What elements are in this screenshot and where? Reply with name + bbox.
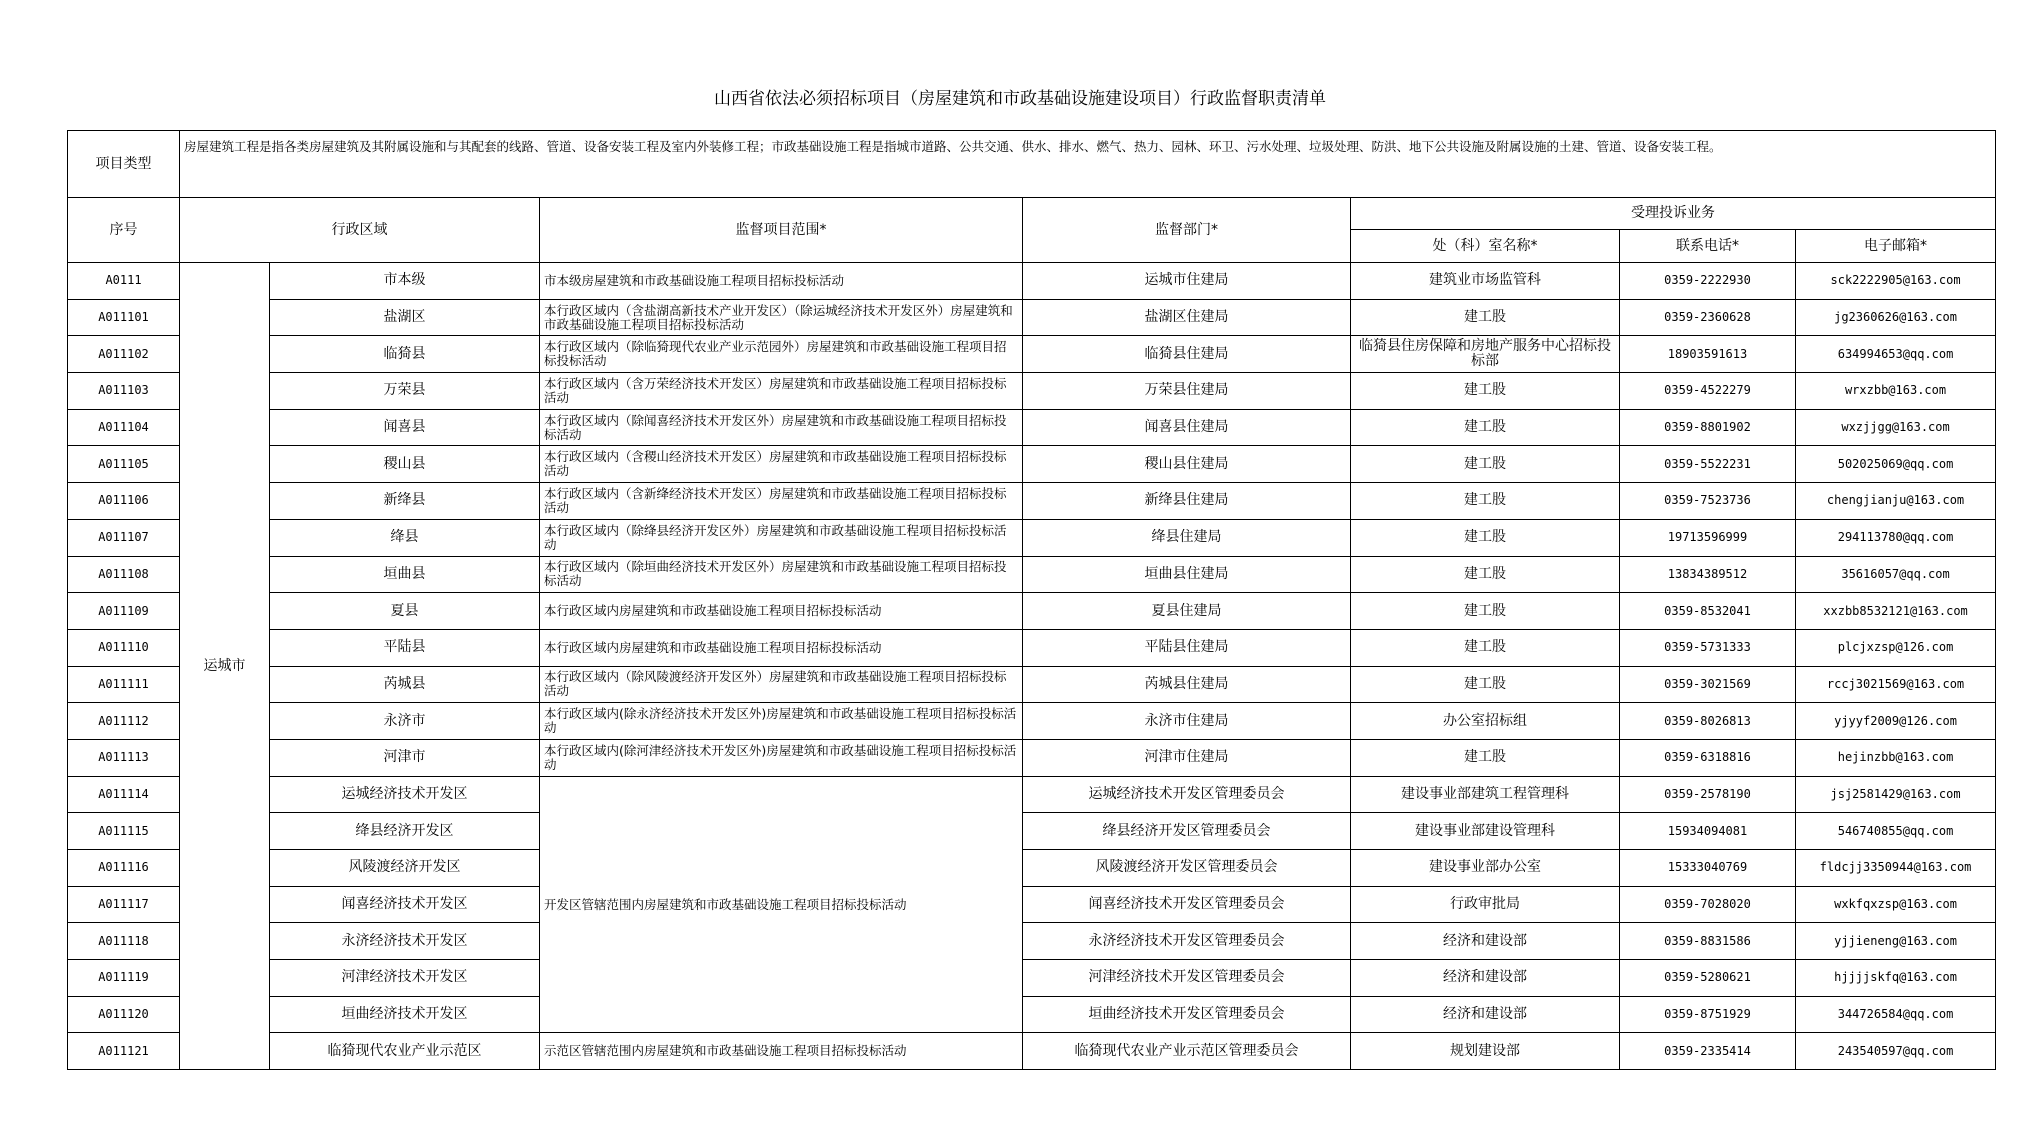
- header-region: 行政区域: [180, 198, 540, 263]
- row-office: 经济和建设部: [1351, 923, 1620, 960]
- row-id: A011103: [68, 373, 180, 410]
- table-row: [68, 960, 1996, 997]
- row-phone: 19713596999: [1620, 519, 1796, 556]
- row-email: 35616057@qq.com: [1796, 556, 1996, 593]
- page-title: 山西省依法必须招标项目（房屋建筑和市政基础设施建设项目）行政监督职责清单: [714, 89, 1326, 109]
- dev-zone-scope: 开发区管辖范围内房屋建筑和市政基础设施工程项目招标投标活动: [540, 776, 1023, 1033]
- table-row: [68, 886, 1996, 923]
- row-district: 稷山县: [270, 446, 540, 483]
- row-scope: 本行政区域内（除临猗现代农业产业示范园外）房屋建筑和市政基础设施工程项目招标投标活动: [540, 336, 1023, 373]
- table-row: [68, 996, 1996, 1033]
- row-phone: 18903591613: [1620, 336, 1796, 373]
- row-scope: 本行政区域内(除永济经济技术开发区外)房屋建筑和市政基础设施工程项目招标投标活动: [540, 703, 1023, 740]
- row-scope: 本行政区域内（除垣曲经济技术开发区外）房屋建筑和市政基础设施工程项目招标投标活动: [540, 556, 1023, 593]
- row-district: 垣曲县: [270, 556, 540, 593]
- table-row: [68, 593, 1996, 630]
- row-phone: 0359-3021569: [1620, 666, 1796, 703]
- row-dept: 闻喜经济技术开发区管理委员会: [1023, 886, 1351, 923]
- row-dept: 夏县住建局: [1023, 593, 1351, 630]
- row-dept: 稷山县住建局: [1023, 446, 1351, 483]
- row-dept: 盐湖区住建局: [1023, 299, 1351, 336]
- row-email: jg2360626@163.com: [1796, 299, 1996, 336]
- row-district: 运城经济技术开发区: [270, 776, 540, 813]
- table-row: [68, 299, 1996, 336]
- row-district: 闻喜经济技术开发区: [270, 886, 540, 923]
- row-district: 盐湖区: [270, 299, 540, 336]
- row-scope: 本行政区域内（含盐湖高新技术产业开发区）（除运城经济技术开发区外）房屋建筑和市政基础设施工程项目招标投标活动: [540, 299, 1023, 336]
- table-row: [68, 446, 1996, 483]
- row-phone: 0359-7523736: [1620, 483, 1796, 520]
- row-dept: 垣曲经济技术开发区管理委员会: [1023, 996, 1351, 1033]
- row-district: 永济市: [270, 703, 540, 740]
- header-seq: 序号: [68, 198, 180, 263]
- row-office: 建设事业部办公室: [1351, 850, 1620, 887]
- row-email: hejinzbb@163.com: [1796, 739, 1996, 776]
- row-phone: 0359-2578190: [1620, 776, 1796, 813]
- row-id: A011108: [68, 556, 180, 593]
- row-email: wxzjjgg@163.com: [1796, 409, 1996, 446]
- row-dept: 垣曲县住建局: [1023, 556, 1351, 593]
- row-office: 建工股: [1351, 373, 1620, 410]
- row-office: 建工股: [1351, 446, 1620, 483]
- row-id: A011112: [68, 703, 180, 740]
- row-scope: 本行政区域内（除风陵渡经济开发区外）房屋建筑和市政基础设施工程项目招标投标活动: [540, 666, 1023, 703]
- row-phone: 0359-2335414: [1620, 1033, 1796, 1070]
- table-row: [68, 263, 1996, 300]
- table-row: [68, 850, 1996, 887]
- row-phone: 0359-5280621: [1620, 960, 1796, 997]
- row-id: A011114: [68, 776, 180, 813]
- city-cell: 运城市: [180, 263, 270, 1070]
- row-id: A011105: [68, 446, 180, 483]
- row-phone: 0359-8801902: [1620, 409, 1796, 446]
- row-scope: 本行政区域内（除绛县经济开发区外）房屋建筑和市政基础设施工程项目招标投标活动: [540, 519, 1023, 556]
- row-phone: 0359-7028020: [1620, 886, 1796, 923]
- row-email: hjjjjskfq@163.com: [1796, 960, 1996, 997]
- row-office: 建工股: [1351, 299, 1620, 336]
- row-email: 294113780@qq.com: [1796, 519, 1996, 556]
- row-id: A011101: [68, 299, 180, 336]
- row-dept: 永济市住建局: [1023, 703, 1351, 740]
- table-row: [68, 556, 1996, 593]
- row-email: 243540597@qq.com: [1796, 1033, 1996, 1070]
- row-district: 垣曲经济技术开发区: [270, 996, 540, 1033]
- row-phone: 0359-6318816: [1620, 739, 1796, 776]
- row-dept: 万荣县住建局: [1023, 373, 1351, 410]
- row-id: A011107: [68, 519, 180, 556]
- row-id: A011110: [68, 629, 180, 666]
- row-phone: 0359-8532041: [1620, 593, 1796, 630]
- row-office: 规划建设部: [1351, 1033, 1620, 1070]
- row-district: 河津经济技术开发区: [270, 960, 540, 997]
- row-id: A0111: [68, 263, 180, 300]
- row-email: yjyyf2009@126.com: [1796, 703, 1996, 740]
- row-id: A011111: [68, 666, 180, 703]
- row-office: 临猗县住房保障和房地产服务中心招标投标部: [1351, 336, 1620, 373]
- table-row: [68, 336, 1996, 373]
- project-type-label: 项目类型: [68, 131, 180, 198]
- row-office: 建工股: [1351, 483, 1620, 520]
- row-office: 经济和建设部: [1351, 960, 1620, 997]
- row-dept: 绛县经济开发区管理委员会: [1023, 813, 1351, 850]
- row-email: yjjieneng@163.com: [1796, 923, 1996, 960]
- row-phone: 15934094081: [1620, 813, 1796, 850]
- row-district: 新绛县: [270, 483, 540, 520]
- row-phone: 15333040769: [1620, 850, 1796, 887]
- row-office: 经济和建设部: [1351, 996, 1620, 1033]
- row-dept: 运城经济技术开发区管理委员会: [1023, 776, 1351, 813]
- header-email: 电子邮箱*: [1796, 230, 1996, 263]
- row-office: 建工股: [1351, 556, 1620, 593]
- row-id: A011121: [68, 1033, 180, 1070]
- row-id: A011115: [68, 813, 180, 850]
- row-dept: 风陵渡经济开发区管理委员会: [1023, 850, 1351, 887]
- project-type-row: [68, 131, 1996, 198]
- row-office: 建工股: [1351, 519, 1620, 556]
- row-email: 546740855@qq.com: [1796, 813, 1996, 850]
- row-dept: 芮城县住建局: [1023, 666, 1351, 703]
- row-scope: 本行政区域内（除闻喜经济技术开发区外）房屋建筑和市政基础设施工程项目招标投标活动: [540, 409, 1023, 446]
- row-office: 建工股: [1351, 739, 1620, 776]
- row-email: 344726584@qq.com: [1796, 996, 1996, 1033]
- row-district: 永济经济技术开发区: [270, 923, 540, 960]
- row-office: 建工股: [1351, 409, 1620, 446]
- header-row-1: [68, 198, 1996, 230]
- row-id: A011106: [68, 483, 180, 520]
- row-phone: 0359-2222930: [1620, 263, 1796, 300]
- row-office: 行政审批局: [1351, 886, 1620, 923]
- row-phone: 0359-5522231: [1620, 446, 1796, 483]
- row-district: 风陵渡经济开发区: [270, 850, 540, 887]
- row-email: rccj3021569@163.com: [1796, 666, 1996, 703]
- row-id: A011118: [68, 923, 180, 960]
- row-dept: 临猗县住建局: [1023, 336, 1351, 373]
- row-district: 绛县: [270, 519, 540, 556]
- row-email: wrxzbb@163.com: [1796, 373, 1996, 410]
- row-email: chengjianju@163.com: [1796, 483, 1996, 520]
- row-id: A011117: [68, 886, 180, 923]
- header-phone: 联系电话*: [1620, 230, 1796, 263]
- row-scope: 本行政区域内房屋建筑和市政基础设施工程项目招标投标活动: [540, 593, 1023, 630]
- table-row: [68, 776, 1996, 813]
- project-type-description: 房屋建筑工程是指各类房屋建筑及其附属设施和与其配套的线路、管道、设备安装工程及室内外装修工程；市政基础设施工程是指城市道路、公共交通、供水、排水、燃气、热力、园林、环卫、污水处理、垃圾处理、防洪、地下公共设施及附属设施的土建、管道、设备安装工程。: [180, 131, 1996, 198]
- row-id: A011120: [68, 996, 180, 1033]
- row-id: A011102: [68, 336, 180, 373]
- row-district: 闻喜县: [270, 409, 540, 446]
- row-id: A011104: [68, 409, 180, 446]
- row-dept: 平陆县住建局: [1023, 629, 1351, 666]
- row-dept: 运城市住建局: [1023, 263, 1351, 300]
- row-office: 建筑业市场监管科: [1351, 263, 1620, 300]
- row-scope: 本行政区域内（含新绛经济技术开发区）房屋建筑和市政基础设施工程项目招标投标活动: [540, 483, 1023, 520]
- row-dept: 临猗现代农业产业示范区管理委员会: [1023, 1033, 1351, 1070]
- row-phone: 0359-8831586: [1620, 923, 1796, 960]
- table-row: [68, 739, 1996, 776]
- table-row: [68, 373, 1996, 410]
- row-phone: 13834389512: [1620, 556, 1796, 593]
- table-row: [68, 483, 1996, 520]
- row-email: xxzbb8532121@163.com: [1796, 593, 1996, 630]
- row-email: wxkfqxzsp@163.com: [1796, 886, 1996, 923]
- row-phone: 0359-4522279: [1620, 373, 1796, 410]
- row-district: 夏县: [270, 593, 540, 630]
- row-dept: 闻喜县住建局: [1023, 409, 1351, 446]
- row-office: 建设事业部建设管理科: [1351, 813, 1620, 850]
- row-dept: 新绛县住建局: [1023, 483, 1351, 520]
- row-scope: 本行政区域内房屋建筑和市政基础设施工程项目招标投标活动: [540, 629, 1023, 666]
- row-scope: 本行政区域内（含万荣经济技术开发区）房屋建筑和市政基础设施工程项目招标投标活动: [540, 373, 1023, 410]
- table-row: [68, 923, 1996, 960]
- row-office: 建工股: [1351, 666, 1620, 703]
- table-row: [68, 519, 1996, 556]
- row-scope: 市本级房屋建筑和市政基础设施工程项目招标投标活动: [540, 263, 1023, 300]
- row-phone: 0359-8751929: [1620, 996, 1796, 1033]
- row-office: 建设事业部建筑工程管理科: [1351, 776, 1620, 813]
- supervision-table: [67, 130, 1996, 1070]
- row-district: 市本级: [270, 263, 540, 300]
- row-district: 临猗县: [270, 336, 540, 373]
- row-district: 芮城县: [270, 666, 540, 703]
- table-row: [68, 813, 1996, 850]
- row-email: plcjxzsp@126.com: [1796, 629, 1996, 666]
- header-dept: 监督部门*: [1023, 198, 1351, 263]
- table-row: [68, 629, 1996, 666]
- row-district: 万荣县: [270, 373, 540, 410]
- table-row: [68, 409, 1996, 446]
- row-district: 临猗现代农业产业示范区: [270, 1033, 540, 1070]
- row-phone: 0359-8026813: [1620, 703, 1796, 740]
- row-scope: 本行政区域内（含稷山经济技术开发区）房屋建筑和市政基础设施工程项目招标投标活动: [540, 446, 1023, 483]
- header-office: 处（科）室名称*: [1351, 230, 1620, 263]
- table-row: [68, 1033, 1996, 1070]
- row-phone: 0359-2360628: [1620, 299, 1796, 336]
- row-dept: 永济经济技术开发区管理委员会: [1023, 923, 1351, 960]
- header-complaint: 受理投诉业务: [1351, 198, 1996, 230]
- row-email: 634994653@qq.com: [1796, 336, 1996, 373]
- row-dept: 河津经济技术开发区管理委员会: [1023, 960, 1351, 997]
- header-scope: 监督项目范围*: [540, 198, 1023, 263]
- row-district: 河津市: [270, 739, 540, 776]
- row-scope: 示范区管辖范围内房屋建筑和市政基础设施工程项目招标投标活动: [540, 1033, 1023, 1070]
- row-district: 绛县经济开发区: [270, 813, 540, 850]
- row-dept: 河津市住建局: [1023, 739, 1351, 776]
- row-district: 平陆县: [270, 629, 540, 666]
- row-office: 办公室招标组: [1351, 703, 1620, 740]
- row-id: A011113: [68, 739, 180, 776]
- row-email: 502025069@qq.com: [1796, 446, 1996, 483]
- row-office: 建工股: [1351, 593, 1620, 630]
- row-dept: 绛县住建局: [1023, 519, 1351, 556]
- row-id: A011116: [68, 850, 180, 887]
- row-id: A011109: [68, 593, 180, 630]
- row-email: fldcjj3350944@163.com: [1796, 850, 1996, 887]
- row-email: jsj2581429@163.com: [1796, 776, 1996, 813]
- row-scope: 本行政区域内(除河津经济技术开发区外)房屋建筑和市政基础设施工程项目招标投标活动: [540, 739, 1023, 776]
- row-office: 建工股: [1351, 629, 1620, 666]
- table-row: [68, 666, 1996, 703]
- table-row: [68, 703, 1996, 740]
- row-id: A011119: [68, 960, 180, 997]
- row-email: sck2222905@163.com: [1796, 263, 1996, 300]
- row-phone: 0359-5731333: [1620, 629, 1796, 666]
